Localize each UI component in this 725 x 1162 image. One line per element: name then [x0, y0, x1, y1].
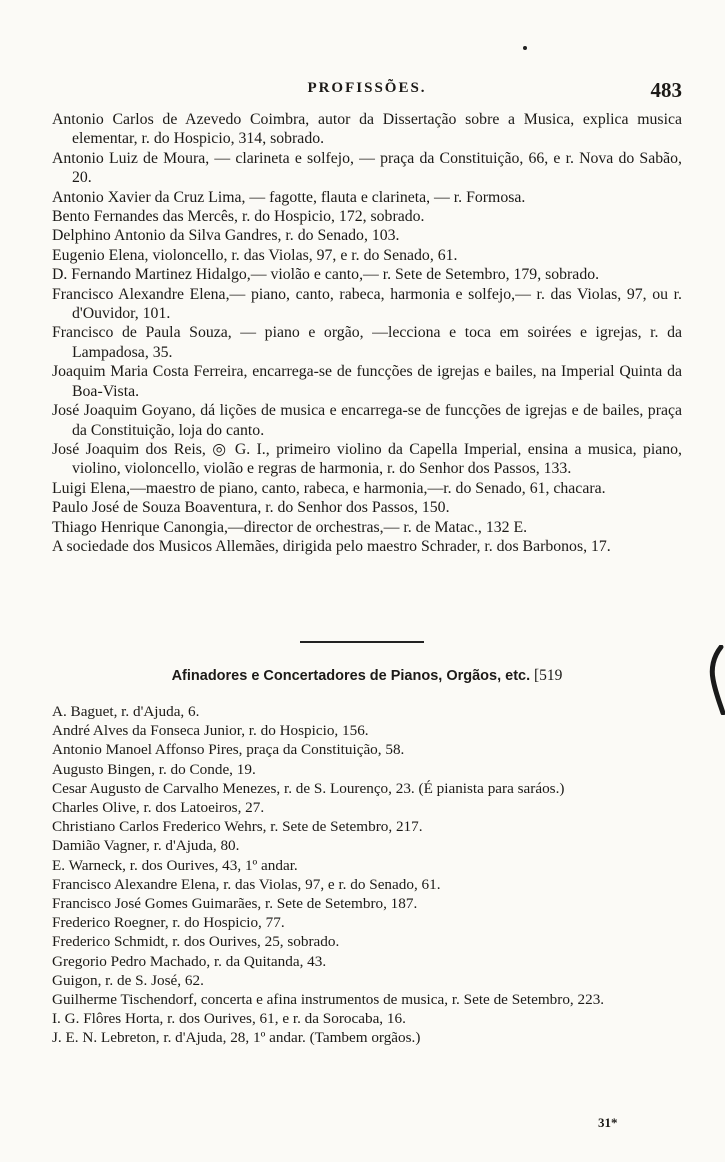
running-title: PROFISSÕES.	[307, 80, 427, 96]
signature-mark: 31*	[598, 1115, 618, 1130]
list-item: Gregorio Pedro Machado, r. da Quitanda, 43.	[52, 952, 327, 970]
page-edge-mark	[705, 645, 725, 715]
tuners-list	[52, 702, 682, 1048]
list-item: Luigi Elena,—maestro de piano, canto, rabeca, e harmonia,—r. do Senado, 61, chacara.	[52, 479, 606, 497]
section-code: [519	[534, 667, 563, 684]
list-item: A. Baguet, r. d'Ajuda, 6.	[52, 703, 200, 720]
list-item: Thiago Henrique Canongia,—director de orchestras,— r. de Matac., 132 E.	[52, 518, 528, 536]
list-item: Francisco de Paula Souza, — piano e orgão, —lecciona e toca em soirées e igrejas, r. da Lampadosa, 35.	[52, 324, 682, 361]
list-item: Delphino Antonio da Silva Gandres, r. do Senado, 103.	[52, 227, 400, 245]
section-heading	[52, 667, 682, 685]
page-number: 483	[650, 78, 682, 102]
list-item: Francisco José Gomes Guimarães, r. Sete de Setembro, 187.	[52, 895, 418, 913]
section-title: Afinadores e Concertadores de Pianos, Orgãos, etc.	[171, 668, 531, 684]
list-item: José Joaquim dos Reis, ◎ G. I., primeiro violino da Capella Imperial, ensina a musica, piano, violino, violoncello, violão e regras de harmonia, r. do Senhor dos Passos, 133.	[52, 440, 682, 478]
list-item: Frederico Schmidt, r. dos Ourives, 25, sobrado.	[52, 933, 340, 951]
list-item: Joaquim Maria Costa Ferreira, encarrega-se de funcções de igrejas e bailes, na Imperial Quinta da Boa-Vista.	[52, 363, 682, 400]
list-item: I. G. Flôres Horta, r. dos Ourives, 61, e r. da Sorocaba, 16.	[52, 1010, 406, 1028]
list-item: Damião Vagner, r. d'Ajuda, 80.	[52, 837, 240, 855]
list-item: Antonio Luiz de Moura, — clarineta e solfejo, — praça da Constituição, 66, e r. Nova do Sabão, 20.	[52, 149, 682, 187]
list-item: D. Fernando Martinez Hidalgo,— violão e canto,— r. Sete de Setembro, 179, sobrado.	[52, 266, 600, 284]
list-item: José Joaquim Goyano, dá lições de musica e encarrega-se de funcções de igrejas e de bailes, praça da Constituição, loja do canto.	[52, 402, 682, 439]
list-item: Eugenio Elena, violoncello, r. das Violas, 97, e r. do Senado, 61.	[52, 246, 458, 264]
list-item: Antonio Xavier da Cruz Lima, — fagotte, flauta e clarineta, — r. Formosa.	[52, 188, 526, 206]
list-item: J. E. N. Lebreton, r. d'Ajuda, 28, 1º andar. (Tambem orgãos.)	[52, 1029, 421, 1047]
page-header	[52, 78, 682, 104]
list-item: A sociedade dos Musicos Allemães, dirigida pelo maestro Schrader, r. dos Barbonos, 17.	[52, 537, 611, 555]
ink-speck	[523, 46, 527, 50]
list-item: Guilherme Tischendorf, concerta e afina instrumentos de musica, r. Sete de Setembro, 223.	[52, 991, 605, 1009]
list-item: Bento Fernandes das Mercês, r. do Hospicio, 172, sobrado.	[52, 208, 425, 226]
list-item: Charles Olive, r. dos Latoeiros, 27.	[52, 799, 265, 817]
musicians-list	[52, 110, 682, 556]
list-item: André Alves da Fonseca Junior, r. do Hospicio, 156.	[52, 722, 369, 740]
list-item: Augusto Bingen, r. do Conde, 19.	[52, 760, 256, 778]
list-item: Christiano Carlos Frederico Wehrs, r. Sete de Setembro, 217.	[52, 818, 423, 836]
list-item: Paulo José de Souza Boaventura, r. do Senhor dos Passos, 150.	[52, 499, 450, 517]
list-item: Antonio Manoel Affonso Pires, praça da Constituição, 58.	[52, 741, 405, 759]
section-divider	[300, 641, 424, 643]
list-item: Francisco Alexandre Elena, r. das Violas, 97, e r. do Senado, 61.	[52, 875, 441, 893]
list-item: Frederico Roegner, r. do Hospicio, 77.	[52, 914, 285, 932]
list-item: E. Warneck, r. dos Ourives, 43, 1º andar.	[52, 856, 298, 874]
list-item: Cesar Augusto de Carvalho Menezes, r. de S. Lourenço, 23. (É pianista para saráos.)	[52, 779, 565, 797]
list-item: Francisco Alexandre Elena,— piano, canto, rabeca, harmonia e solfejo,— r. das Violas, 97, ou r. d'Ouvidor, 101.	[52, 285, 682, 323]
list-item: Guigon, r. de S. José, 62.	[52, 971, 204, 989]
list-item: Antonio Carlos de Azevedo Coimbra, autor da Dissertação sobre a Musica, explica musica elementar, r. do Hospicio, 314, sobrado.	[52, 111, 682, 148]
